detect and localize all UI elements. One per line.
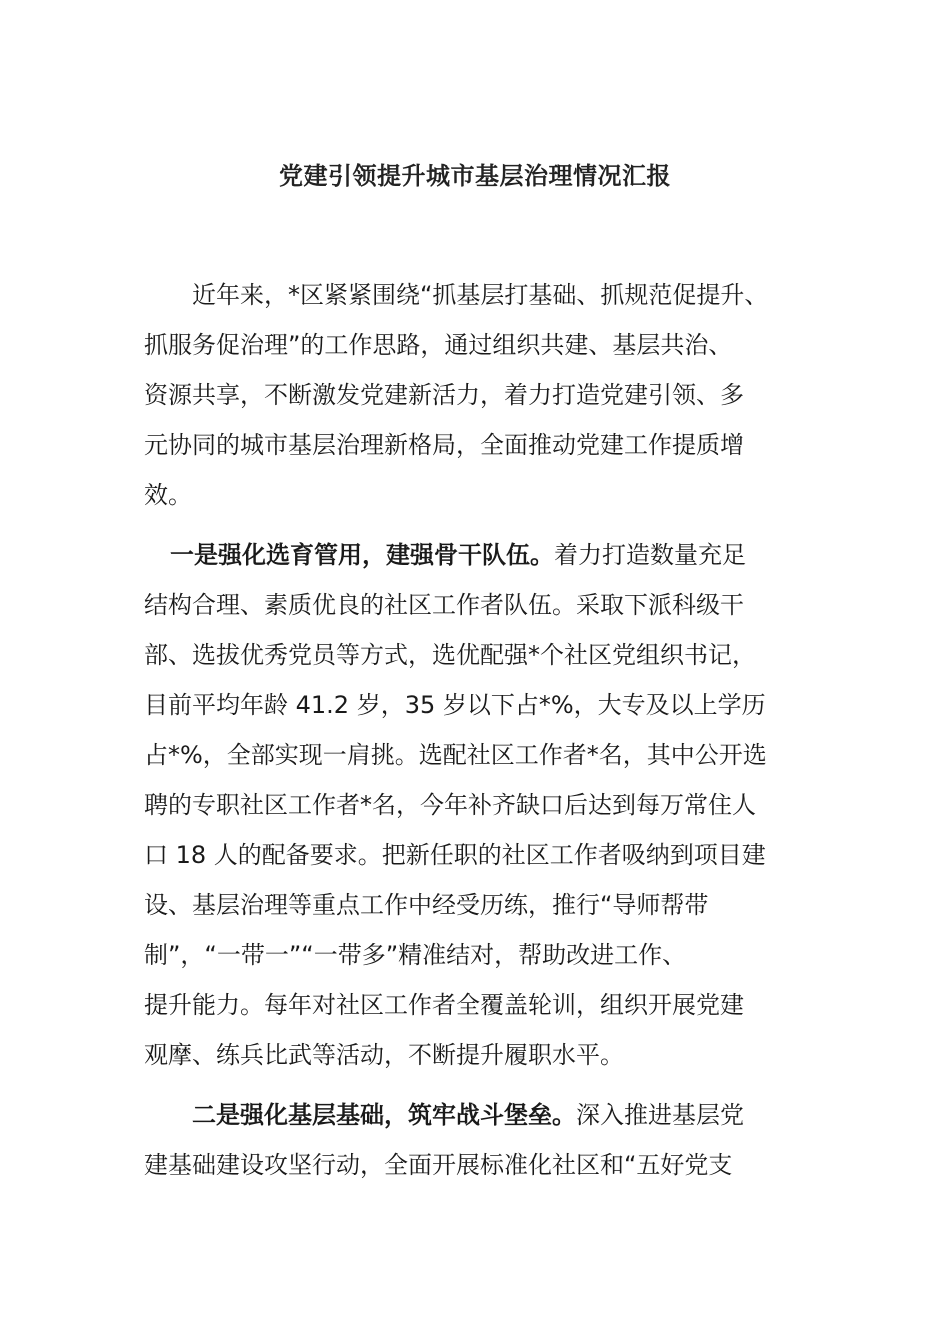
section-heading: 二是强化基层基础，筑牢战斗堡垒。 (192, 1101, 576, 1129)
paragraph-section-two (144, 1090, 816, 1190)
text-run: 着力打造数量充足 (554, 541, 746, 569)
text-line: 部、选拔优秀党员等方式，选优配强*个社区党组织书记， (144, 641, 756, 669)
section-heading: 一是强化选育管用，建强骨干队伍。 (170, 541, 554, 569)
text-line: 占*%，全部实现一肩挑。选配社区工作者*名，其中公开选 (144, 741, 767, 769)
text-line: 效。 (144, 481, 192, 509)
text-line: 提升能力。每年对社区工作者全覆盖轮训，组织开展党建 (144, 991, 744, 1019)
text-line (144, 530, 816, 580)
text-line: 聘的专职社区工作者*名，今年补齐缺口后达到每万常住人 (144, 791, 756, 819)
text-line: 设、基层治理等重点工作中经受历练，推行“导师帮带 (144, 891, 709, 919)
paragraph-section-one (144, 530, 816, 1080)
text-line: 观摩、练兵比武等活动，不断提升履职水平。 (144, 1041, 624, 1069)
paragraph-intro (144, 270, 816, 520)
text-line: 元协同的城市基层治理新格局，全面推动党建工作提质增 (144, 431, 744, 459)
text-line: 口 18 人的配备要求。把新任职的社区工作者吸纳到项目建 (144, 841, 766, 869)
text-line: 制”，“一带一”“一带多”精准结对，帮助改进工作、 (144, 941, 687, 969)
text-run: 深入推进基层党 (576, 1101, 744, 1129)
text-line: 近年来，*区紧紧围绕“抓基层打基础、抓规范促提升、 (192, 281, 769, 309)
text-line: 建基础建设攻坚行动，全面开展标准化社区和“五好党支 (144, 1151, 733, 1179)
text-line: 目前平均年龄 41.2 岁，35 岁以下占*%，大专及以上学历 (144, 691, 766, 719)
document-body (144, 270, 816, 1190)
text-line: 抓服务促治理”的工作思路，通过组织共建、基层共治、 (144, 331, 733, 359)
text-line (144, 1090, 816, 1140)
text-line: 资源共享，不断激发党建新活力，着力打造党建引领、多 (144, 381, 744, 409)
document-title: 党建引领提升城市基层治理情况汇报 (279, 162, 671, 190)
text-line: 结构合理、素质优良的社区工作者队伍。采取下派科级干 (144, 591, 744, 619)
